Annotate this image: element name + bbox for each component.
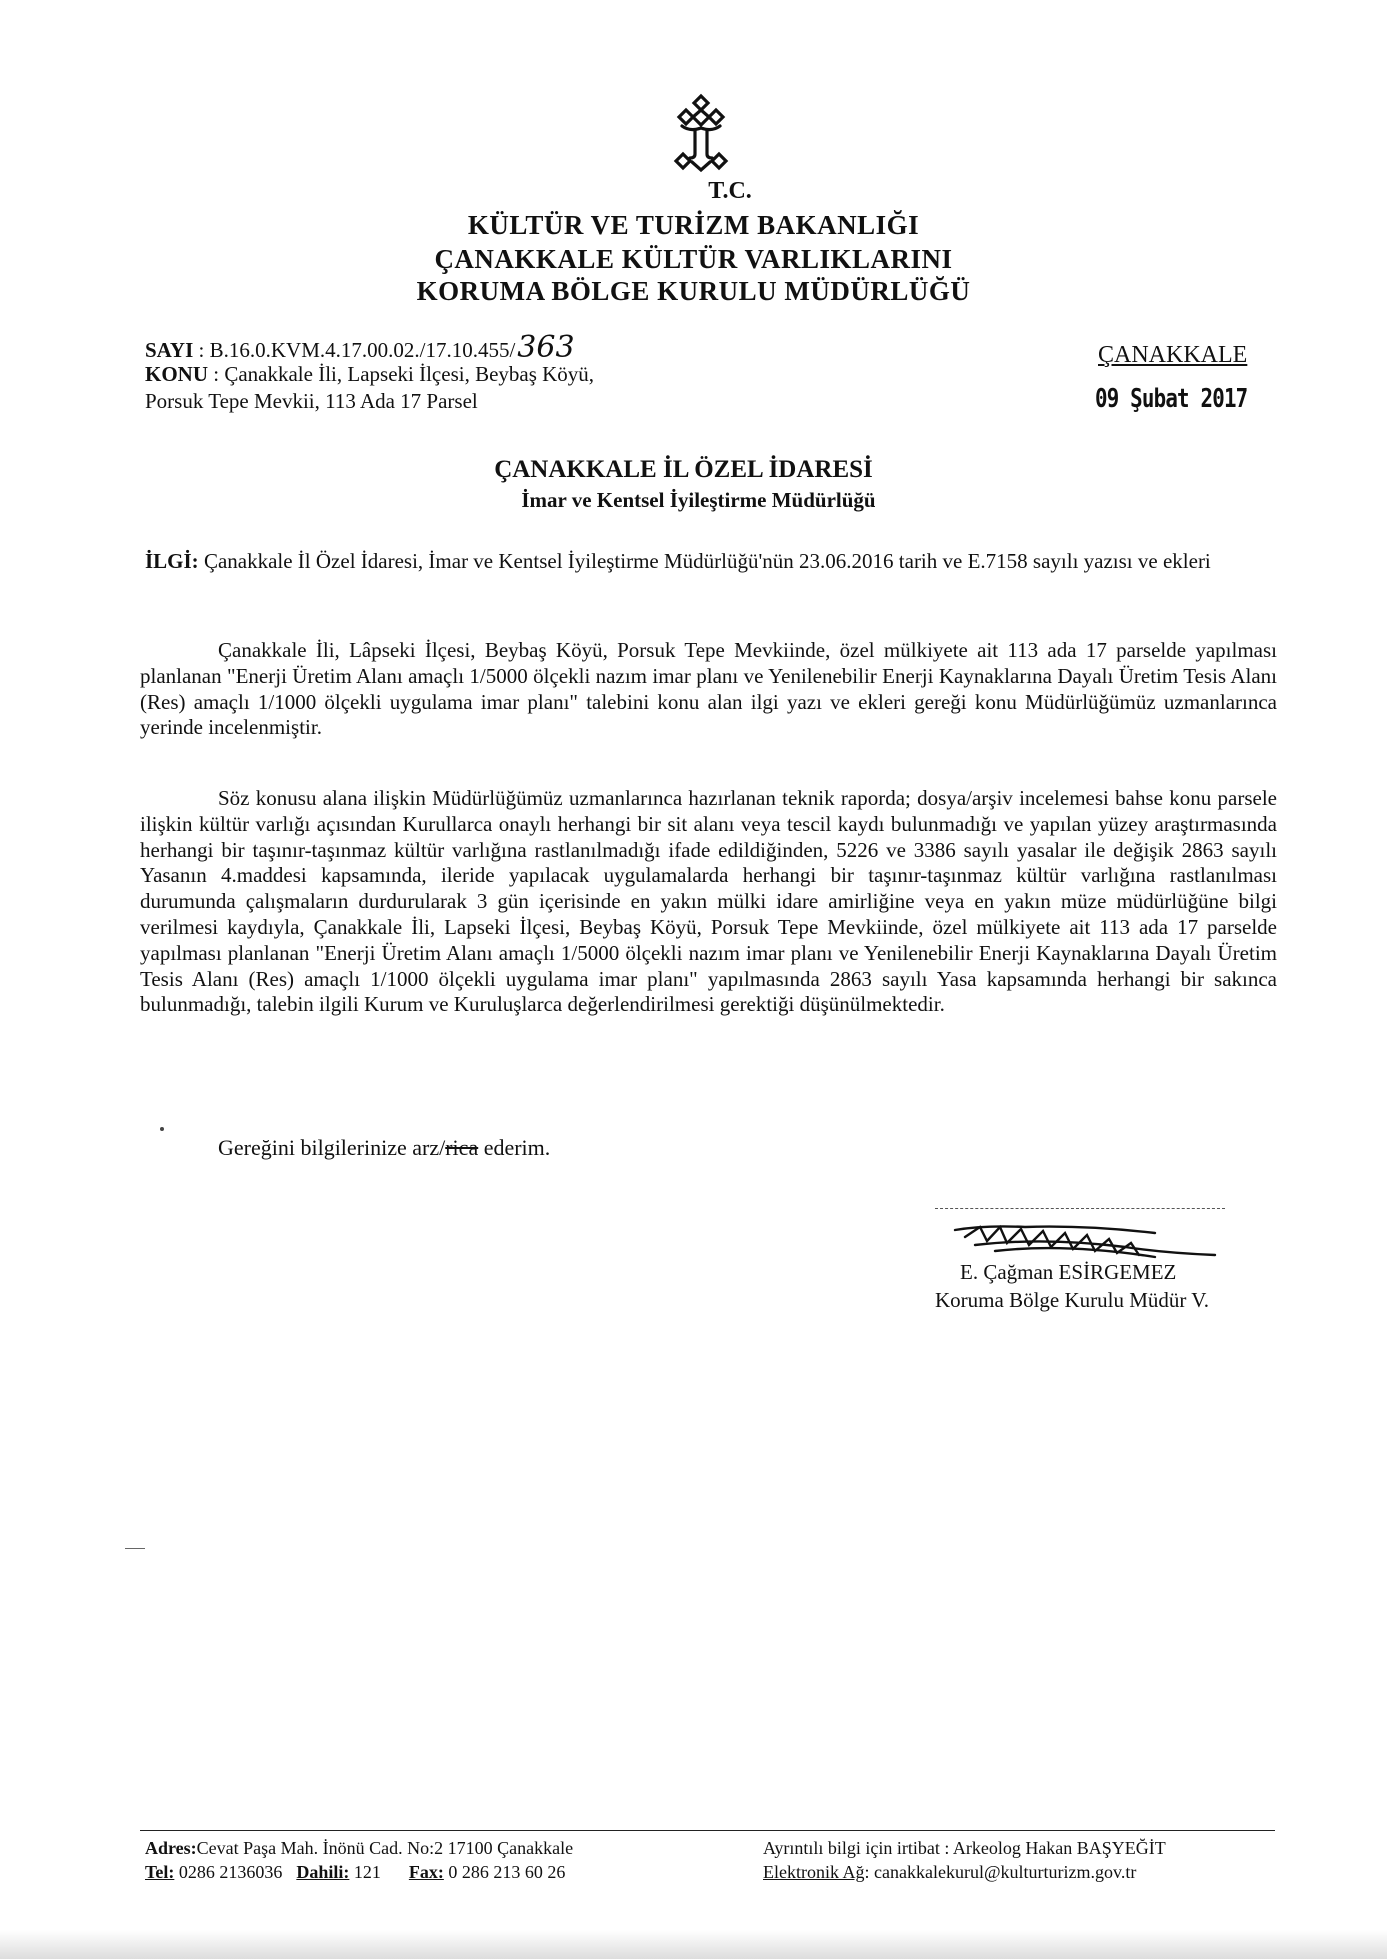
scan-speck — [160, 1127, 164, 1131]
address-value: Cevat Paşa Mah. İnönü Cad. No:2 17100 Çanakkale — [196, 1838, 574, 1858]
tel-value: 0286 2136036 — [174, 1862, 283, 1882]
konu-line-2: Porsuk Tepe Mevkii, 113 Ada 17 Parsel — [145, 389, 478, 413]
recipient-department: İmar ve Kentsel İyileştirme Müdürlüğü — [521, 488, 876, 512]
recipient-name: ÇANAKKALE İL ÖZEL İDARESİ — [494, 456, 873, 483]
email-value[interactable]: : canakkalekurul@kulturturizm.gov.tr — [864, 1862, 1137, 1882]
scan-mark — [125, 1548, 145, 1549]
konu-label: KONU — [145, 362, 208, 386]
sayi-handwritten-number: 363 — [517, 330, 575, 365]
header-directorate-line2: KORUMA BÖLGE KURULU MÜDÜRLÜĞÜ — [416, 276, 971, 306]
closing-line — [218, 1135, 550, 1161]
ministry-emblem-icon — [668, 92, 734, 174]
konu-line — [145, 360, 594, 388]
city-name: ÇANAKKALE — [1098, 342, 1248, 368]
ilgi-label: İLGİ: — [145, 549, 199, 573]
dahili-label: Dahili: — [296, 1862, 350, 1882]
closing-text-end: ederim. — [478, 1135, 551, 1160]
body-paragraph-2: Söz konusu alana ilişkin Müdürlüğümüz uzmanlarınca hazırlanan teknik raporda; dosya/arşiv incelemesi bahse konu parsele ilişkin kültür varlığı açısından Kurullarca onaylı herhangi bir sit alanı veya tescil kaydı bulunmadığı ve yapılan yüzey araştırmasında herhangi bir taşınır-taşınmaz kültür varlığına rastlanılmadığı ifade edildiğinden, 5226 ve 3386 sayılı yasalar ile değişik 2863 sayılı Yasanın 4.maddesi kapsamında, ileride yapılacak uygulamalarda herhangi bir taşınır-taşınmaz kültür varlığına rastlanılması durumunda çalışmaların durdurularak 3 gün içerisinde en yakın mülki idare amirliğine veya en yakın müze müdürlüğüne bilgi verilmesi kaydıyla, Çanakkale İli, Lapseki İlçesi, Beybaş Köyü, Porsuk Tepe Mevkiinde, özel mülkiyete ait 113 ada 17 parselde yapılması planlanan "Enerji Üretim Alanı amaçlı 1/5000 ölçekli nazım imar planı ve Yenilenebilir Enerji Kaynaklarına Dayalı Üretim Tesis Alanı (Res) amaçlı 1/1000 ölçekli uygulama imar planı" yapılmasında 2863 sayılı Yasa kapsamında herhangi bir sakınca bulunmadığı, talebin ilgili Kurum ve Kuruluşlarca değerlendirilmesi gerektiği düşünülmektedir. — [140, 786, 1277, 1017]
tel-label: Tel: — [145, 1862, 175, 1882]
footer-divider — [140, 1830, 1275, 1831]
fax-value: 0 286 213 60 26 — [443, 1862, 566, 1882]
footer-email-line — [763, 1860, 1166, 1884]
address-label: Adres: — [145, 1838, 197, 1858]
fax-label: Fax: — [408, 1862, 444, 1882]
ilgi-text: Çanakkale İl Özel İdaresi, İmar ve Kentsel İyileştirme Müdürlüğü'nün 23.06.2016 tarih ve E.7158 sayılı yazısı ve ekleri — [203, 549, 1211, 573]
footer-address-line — [145, 1836, 573, 1860]
ilgi-reference — [145, 548, 1245, 574]
body-paragraph-1: Çanakkale İli, Lâpseki İlçesi, Beybaş Köyü, Porsuk Tepe Mevkiinde, özel mülkiyete ait 113 ada 17 parselde yapılması planlanan "Enerji Üretim Alanı amaçlı 1/5000 ölçekli nazım imar planı ve Yenilenebilir Enerji Kaynaklarına Dayalı Üretim Tesis Alanı (Res) amaçlı 1/1000 ölçekli uygulama imar planı" talebini konu alan ilgi yazı ve ekleri gereği konu Müdürlüğümüz uzmanlarınca yerinde incelenmiştir. — [140, 638, 1277, 740]
footer-address-block — [145, 1836, 573, 1884]
signer-name: E. Çağman ESİRGEMEZ — [960, 1260, 1177, 1284]
konu-value: : Çanakkale İli, Lapseki İlçesi, Beybaş Köyü, — [213, 362, 595, 386]
closing-struck-word: rica — [445, 1135, 479, 1160]
header-tc: T.C. — [708, 178, 752, 204]
footer-contact-line: Ayrıntılı bilgi için irtibat : Arkeolog Hakan BAŞYEĞİT — [763, 1838, 1166, 1858]
scan-bottom-edge — [0, 1930, 1387, 1959]
header-ministry: KÜLTÜR VE TURİZM BAKANLIĞI — [467, 210, 920, 240]
dahili-value: 121 — [349, 1862, 381, 1882]
sayi-value: : B.16.0.KVM.4.17.00.02./17.10.455/ — [198, 338, 516, 362]
header-directorate-line1: ÇANAKKALE KÜLTÜR VARLIKLARINI — [434, 244, 953, 274]
date-stamp: 09 Şubat 2017 — [1095, 384, 1248, 414]
signer-title: Koruma Bölge Kurulu Müdür V. — [935, 1288, 1209, 1312]
signature-line — [935, 1208, 1225, 1211]
sayi-label: SAYI — [145, 338, 194, 362]
email-label: Elektronik Ağ — [763, 1862, 865, 1882]
footer-contact-block — [763, 1836, 1166, 1884]
closing-text: Gereğini bilgilerinize arz/ — [218, 1135, 446, 1160]
footer-phone-line — [145, 1860, 573, 1884]
